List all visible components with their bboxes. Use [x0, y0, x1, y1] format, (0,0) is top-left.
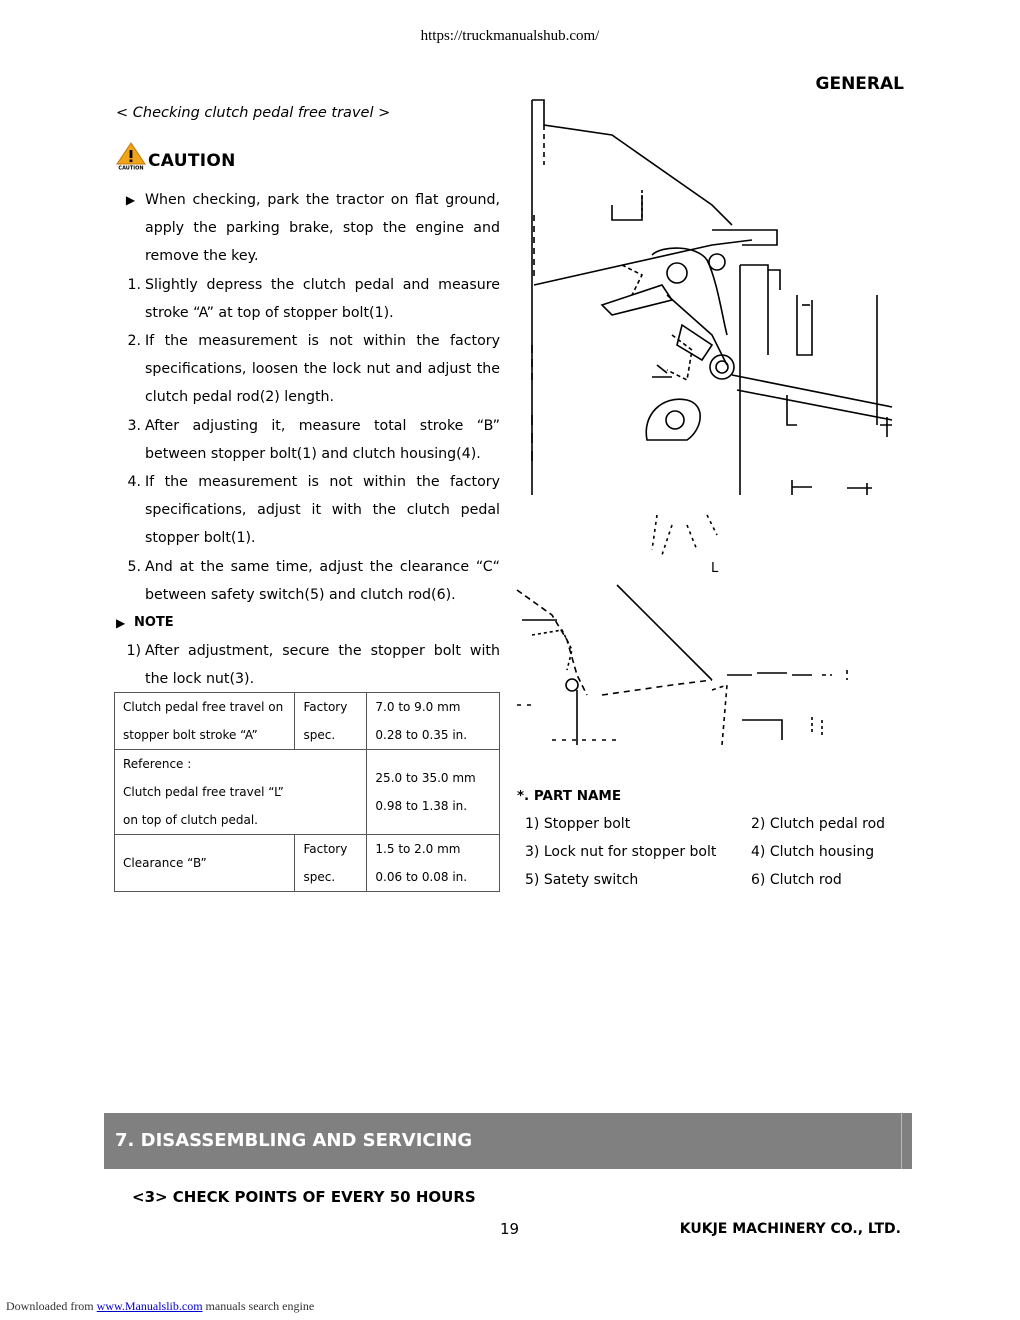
note-text: After adjustment, secure the stopper bolt with the lock nut(3). [145, 643, 500, 688]
spec-value-cell: 1.5 to 2.0 mm 0.06 to 0.08 in. [367, 835, 500, 892]
list-item [116, 553, 500, 609]
page-number: 19 [500, 1220, 520, 1238]
step-number: 4. [127, 474, 141, 491]
part-name: 6) Clutch rod [751, 872, 842, 888]
list-item [116, 186, 500, 271]
checkpoints-heading: <3> CHECK POINTS OF EVERY 50 HOURS [132, 1188, 476, 1206]
clutch-pedal-diagram [512, 95, 897, 750]
spec-table [114, 692, 500, 892]
step-number: 3. [127, 417, 141, 434]
step-text: After adjusting it, measure total stroke “B” between stopper bolt(1) and clutch housing(4). [145, 417, 500, 462]
spec-item-cell: Reference : Clutch pedal free travel “L” on top of clutch pedal. [115, 750, 367, 835]
download-footer [6, 1299, 314, 1314]
company-name: KUKJE MACHINERY CO., LTD. [679, 1221, 901, 1237]
note-label: NOTE [134, 615, 174, 631]
step-text: When checking, park the tractor on flat ground, apply the parking brake, stop the engine and remove the key. [145, 192, 500, 265]
list-item [116, 412, 500, 468]
step-number: 5. [127, 558, 141, 575]
procedure-subtitle: < Checking clutch pedal free travel > [116, 105, 391, 121]
step-text: And at the same time, adjust the clearance “C“ between safety switch(5) and clutch rod(6). [145, 558, 500, 603]
note-triangle-icon: ▶ [116, 616, 126, 631]
table-row [115, 835, 500, 892]
list-item [517, 838, 917, 866]
section-heading: GENERAL [815, 74, 904, 94]
spec-item-line: stopper bolt stroke “A” [123, 728, 258, 742]
part-name-list [517, 782, 917, 894]
step-text: If the measurement is not within the factory specifications, loosen the lock nut and adjust the clutch pedal rod(2) length. [145, 333, 500, 406]
caution-word: CAUTION [148, 151, 236, 171]
step-number: 2. [127, 333, 141, 350]
list-item [116, 271, 500, 327]
part-name-heading: *. PART NAME [517, 788, 622, 804]
spec-item-cell [115, 693, 295, 750]
dimension-label-l: L [711, 561, 719, 576]
spec-type-cell: Factory spec. [295, 693, 367, 750]
note-item [116, 637, 500, 693]
footer-prefix: Downloaded from [6, 1299, 94, 1313]
note-number: 1) [126, 643, 141, 660]
part-name: 5) Satety switch [525, 872, 639, 888]
procedure-steps [116, 186, 500, 694]
spec-item-line: Clutch pedal free travel on [123, 700, 284, 714]
table-row [115, 750, 500, 835]
list-item [116, 468, 500, 553]
part-name: 3) Lock nut for stopper bolt [525, 844, 717, 860]
list-item [517, 810, 917, 838]
source-url: https://truckmanualshub.com/ [420, 28, 600, 44]
spec-item-cell: Clearance “B” [115, 835, 295, 892]
part-name: 2) Clutch pedal rod [751, 816, 886, 832]
footer-suffix: manuals search engine [205, 1299, 315, 1313]
banner-title: 7. DISASSEMBLING AND SERVICING [115, 1130, 473, 1151]
part-name: 1) Stopper bolt [525, 816, 631, 832]
note-heading [116, 609, 500, 637]
step-text: Slightly depress the clutch pedal and measure stroke “A” at top of stopper bolt(1). [145, 276, 500, 321]
spec-type-cell: Factory spec. [295, 835, 367, 892]
part-name: 4) Clutch housing [751, 844, 875, 860]
section-banner [104, 1113, 912, 1169]
caution-warning-icon [116, 142, 146, 170]
banner-divider [901, 1113, 902, 1169]
bullet-triangle-icon: ▶ [125, 193, 136, 207]
step-number: 1. [127, 276, 141, 293]
spec-value-cell: 25.0 to 35.0 mm 0.98 to 1.38 in. [367, 750, 500, 835]
list-item [517, 866, 917, 894]
caution-label [116, 142, 236, 170]
manualslib-link[interactable]: www.Manualslib.com [96, 1299, 203, 1313]
step-text: If the measurement is not within the factory specifications, adjust it with the clutch pedal stopper bolt(1). [145, 474, 500, 547]
svg-text:CAUTION: CAUTION [118, 165, 144, 170]
list-item [116, 327, 500, 412]
table-row [115, 693, 500, 750]
spec-value-cell: 7.0 to 9.0 mm 0.28 to 0.35 in. [367, 693, 500, 750]
